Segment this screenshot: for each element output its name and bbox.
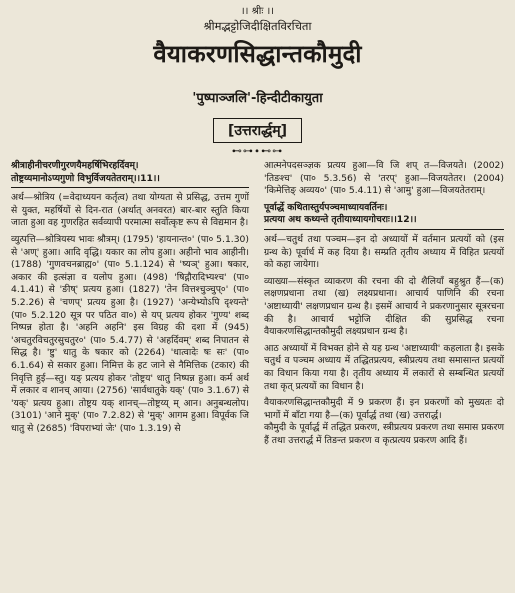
body-paragraph: वैयाकरणसिद्धान्तकौमुदी में 9 प्रकरण हैं। इन प्रकरणों को मुख्यतः दो भागों में बाँटा गया है—(क) पूर्वार्द्ध तथा (ख) उत्तरार्द्ध।: [264, 397, 504, 421]
verse-line: प्रत्यया अथ कथ्यन्ते तृतीयाध्यायगोचराः।।12।।: [264, 214, 417, 226]
author-attribution: श्रीमद्भट्टोजिदीक्षितविरचिता: [203, 19, 312, 33]
verse-line: तोष्ट्रय्यमानोऽप्यगुणो विभुर्विजयतेतराम्।।11।।: [11, 172, 160, 184]
verse-line: पूर्वार्द्धे कथितास्तुर्यपञ्चमाध्यायवर्तिनः।: [264, 201, 388, 213]
part-label-wrap: [0, 118, 515, 143]
body-paragraph: आठ अध्यायों में विभक्त होने से यह ग्रन्थ 'अष्टाध्यायी' कहलाता है। इसके चतुर्थ व पञ्चम अध्याय में तद्धितप्रत्यय, स्त्रीप्रत्यय तथा समासान्त प्रत्ययों का विधान किया गया है। तृतीय अध्याय में लकारों से सम्बन्धित प्रत्ययों तथा कृत् प्रत्ययों का विधान है।: [264, 342, 504, 392]
book-subtitle: 'पुष्पाञ्जलि'-हिन्दीटीकायुता: [192, 91, 323, 106]
meaning-paragraph: अर्थ—चतुर्थ तथा पञ्चम—इन दो अध्यायों में वर्तमान प्रत्ययों को (इस ग्रन्थ के) पूर्वार्ध में कह दिया है। सम्प्रति तृतीय अध्याय में विहित प्रत्ययों को कहा जायेगा।: [264, 233, 504, 271]
verse-line: श्रीत्राहीनीचरणीगुरणयैमहर्षिभिरहर्दिवम्।: [11, 160, 139, 171]
book-title: वैयाकरणसिद्धान्तकौमुदी: [153, 40, 362, 68]
body-paragraph: कौमुदी के पूर्वार्द्ध में तद्धित प्रकरण, स्त्रीप्रत्यय प्रकरण तथा समास प्रकरण हैं तथा उत्तरार्द्ध में तिङन्त प्रकरण व कृत्प्रत्यय प्रकरण आदि हैं।: [264, 422, 504, 446]
ornament-divider: ⊷⊶∙⊷⊶: [231, 146, 284, 157]
verse-12: [264, 202, 504, 230]
explanation-paragraph: व्याख्या—संस्कृत व्याकरण की रचना की दो शैलियाँ बहुश्रुत हैं—(क) लक्षणप्रधाना तथा (ख) लक्ष्यप्रधाना। आचार्य पाणिनि की रचना 'अष्टाध्यायी' लक्षणप्रधान ग्रन्थ है। इसमें आचार्य ने प्रकरणानुसार सूत्ररचना की है। आचार्य भट्टोजि दीक्षित की सुप्रसिद्ध रचना वैयाकरणसिद्धान्तकौमुदी लक्ष्यप्रधान ग्रन्थ है।: [264, 275, 504, 338]
invocation-mark: ।। श्रीः ।।: [240, 6, 275, 17]
verse-11: [11, 160, 249, 188]
continuation-paragraph: आत्मनेपदसञ्ज्ञक प्रत्यय हुआ—वि जि शप् त—विजयते। (2002) 'तिङश्च' (पा० 5.3.56) से 'तरप्' हुआ—विजयतेतर। (2004) 'किमेत्तिङ् अव्यय०' (पा० 5.4.11) से 'आमु' हुआ—विजयतेतराम्।: [264, 160, 504, 197]
left-column: [11, 160, 249, 435]
right-column: [264, 160, 504, 447]
meaning-paragraph: अर्थ—श्रोत्रिय (=वेदाध्ययन कर्तृत्व) तथा योग्यता से प्रसिद्ध, उत्तम गुणों से युक्त, महर्षियों से दिन-रात (अर्थात् अनवरत) बार-बार स्तुति किया जाता हुआ वह गुणरहित सर्वव्यापी परमात्मा सर्वोत्कृष्ट रूप से विद्यमान है।: [11, 192, 249, 229]
etymology-paragraph: व्युत्पत्ति—श्रोत्रियस्य भावः श्रौत्रम्। (1795) 'हायनान्त०' (पा० 5.1.30) से 'अण्' हुआ। आदि वृद्धि। यकार का लोप हुआ। अहीनो भाव आहीनी। (1788) 'गुणवचनब्राह्म०' (पा० 5.1.124) से 'ष्यञ्' हुआ। षकार, अकार की इत्संज्ञा व यलोप हुआ। (498) 'षिद्गौरादिभ्यश्च' (पा० 4.1.41) से 'ङीष्' प्रत्यय हुआ। (1827) 'तेन वित्तश्चुञ्चुप्०' (पा० 5.2.26) से 'चणप्' प्रत्यय हुआ है। (1927) 'अन्येभ्योऽपि दृश्यन्ते' (पा० 5.2.120 सूत्र पर पठित वा०) से यप् प्रत्यय होकर 'गुण्य' शब्द निष्पन्न होता है। 'अहनि अहनि' इस विग्रह की दशा में (945) 'अचतुरविचतुरसुचतुर०' (पा० 5.4.77) से 'अहर्दिवम्' शब्द निपातन से सिद्ध है। 'ष्टु' धातु के षकार को (2264) 'धात्वादेः षः सः' (पा० 6.1.64) से सकार हुआ। निमित्त के हट जाने से नैमित्तिक (टकार) की निवृत्ति हुई—स्तु। यङ् प्रत्यय होकर 'तोष्ट्रय' धातु निष्पन्न हुआ। कर्म अर्थ में लकार व शानच् आया। (2756) 'सार्वधातुके यक्' (पा० 3.1.67) से 'यक्' प्रत्यय हुआ। तोष्ट्रय यक् शानच्—तोष्ट्रय्य् म् आन। अनुबन्धलोप। (3101) 'आने मुक्' (पा० 7.2.82) से 'मुक्' आगम हुआ। विपूर्वक जि धातु से (2685) 'विपराभ्यां जेः' (पा० 1.3.19) से: [11, 233, 249, 434]
part-label: [उत्तरार्द्धम्]: [213, 118, 302, 143]
